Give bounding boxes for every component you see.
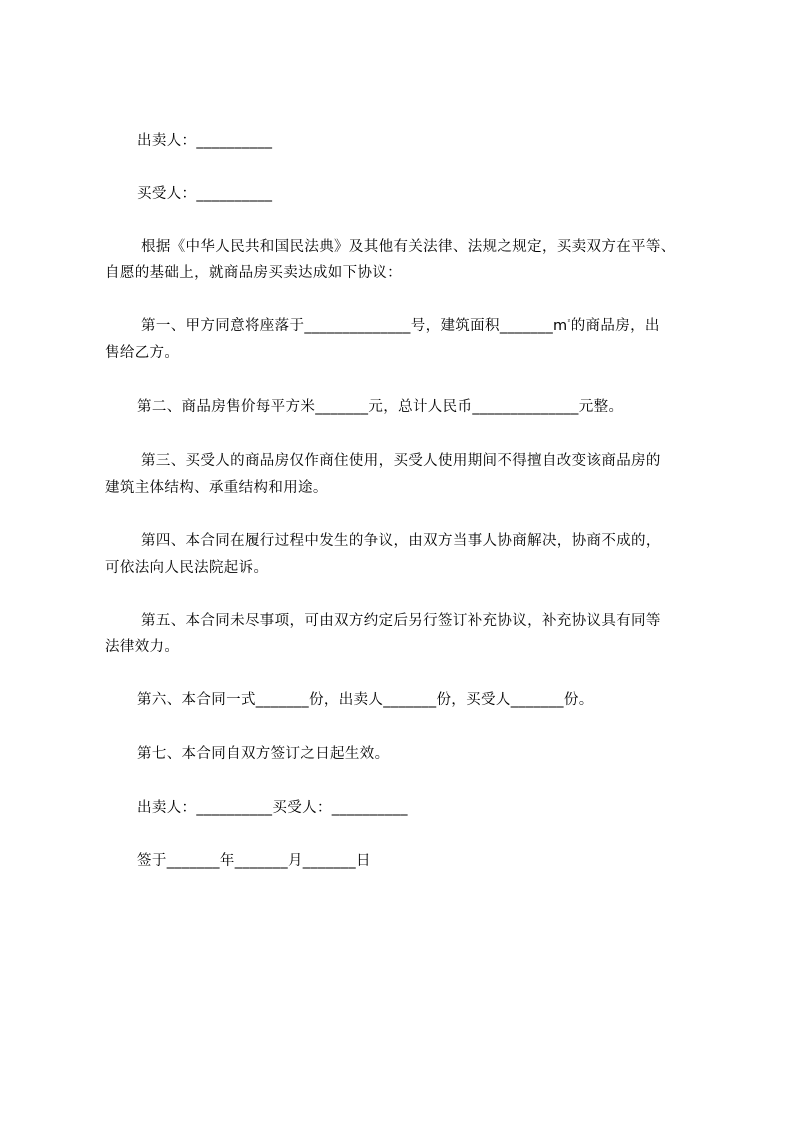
- article-5-line-1: [105, 611, 697, 631]
- buyer-line: [105, 184, 697, 204]
- date-line: [105, 851, 697, 871]
- article-3-line-1: [105, 451, 697, 471]
- article-2-text: 第二、商品房售价每平方米_______元，总计人民币______________元整。: [137, 399, 624, 415]
- article-6-text: 第六、本合同一式_______份，出卖人_______份，买受人_______份。: [137, 692, 594, 708]
- buyer-label: 买受人：__________: [137, 186, 273, 202]
- article-2-line: [105, 397, 697, 417]
- article-4-line-1: [105, 531, 697, 551]
- article-1-text-b: 的商品房，出: [570, 318, 660, 334]
- article-5-text-2: 法律效力。: [105, 639, 180, 655]
- article-1-text-a: 第一、甲方同意将座落于______________号，建筑面积_______m: [141, 318, 568, 334]
- article-1-line-1: [105, 316, 697, 336]
- square-meter-superscript: ²: [567, 318, 571, 327]
- preamble-text-1: 根据《中华人民共和国民法典》及其他有关法律、法规之规定，买卖双方在平等、: [141, 239, 676, 255]
- article-5-line-2: [105, 637, 697, 657]
- article-4-text-1: 第四、本合同在履行过程中发生的争议，由双方当事人协商解决，协商不成的，: [141, 533, 661, 549]
- preamble-text-2: 自愿的基础上，就商品房买卖达成如下协议：: [105, 265, 402, 281]
- article-3-text-1: 第三、买受人的商品房仅作商住使用，买受人使用期间不得擅自改变该商品房的: [141, 453, 661, 469]
- article-4-line-2: [105, 558, 697, 578]
- signature-text: 出卖人：__________买受人：__________: [137, 800, 408, 816]
- article-7-line: [105, 744, 697, 764]
- signature-line: [105, 798, 697, 818]
- seller-line: [105, 131, 697, 151]
- article-1-line-2: [105, 343, 697, 363]
- article-5-text-1: 第五、本合同未尽事项，可由双方约定后另行签订补充协议，补充协议具有同等: [141, 613, 661, 629]
- article-1-text-2: 售给乙方。: [105, 345, 180, 361]
- article-4-text-2: 可依法向人民法院起诉。: [105, 560, 269, 576]
- date-text: 签于_______年_______月_______日: [137, 853, 371, 869]
- seller-label: 出卖人：__________: [137, 133, 273, 149]
- article-3-text-2: 建筑主体结构、承重结构和用途。: [105, 480, 328, 496]
- article-3-line-2: [105, 478, 697, 498]
- article-7-text: 第七、本合同自双方签订之日起生效。: [137, 746, 390, 762]
- preamble-line-2: [105, 263, 697, 283]
- article-6-line: [105, 690, 697, 710]
- preamble-line-1: [105, 237, 697, 257]
